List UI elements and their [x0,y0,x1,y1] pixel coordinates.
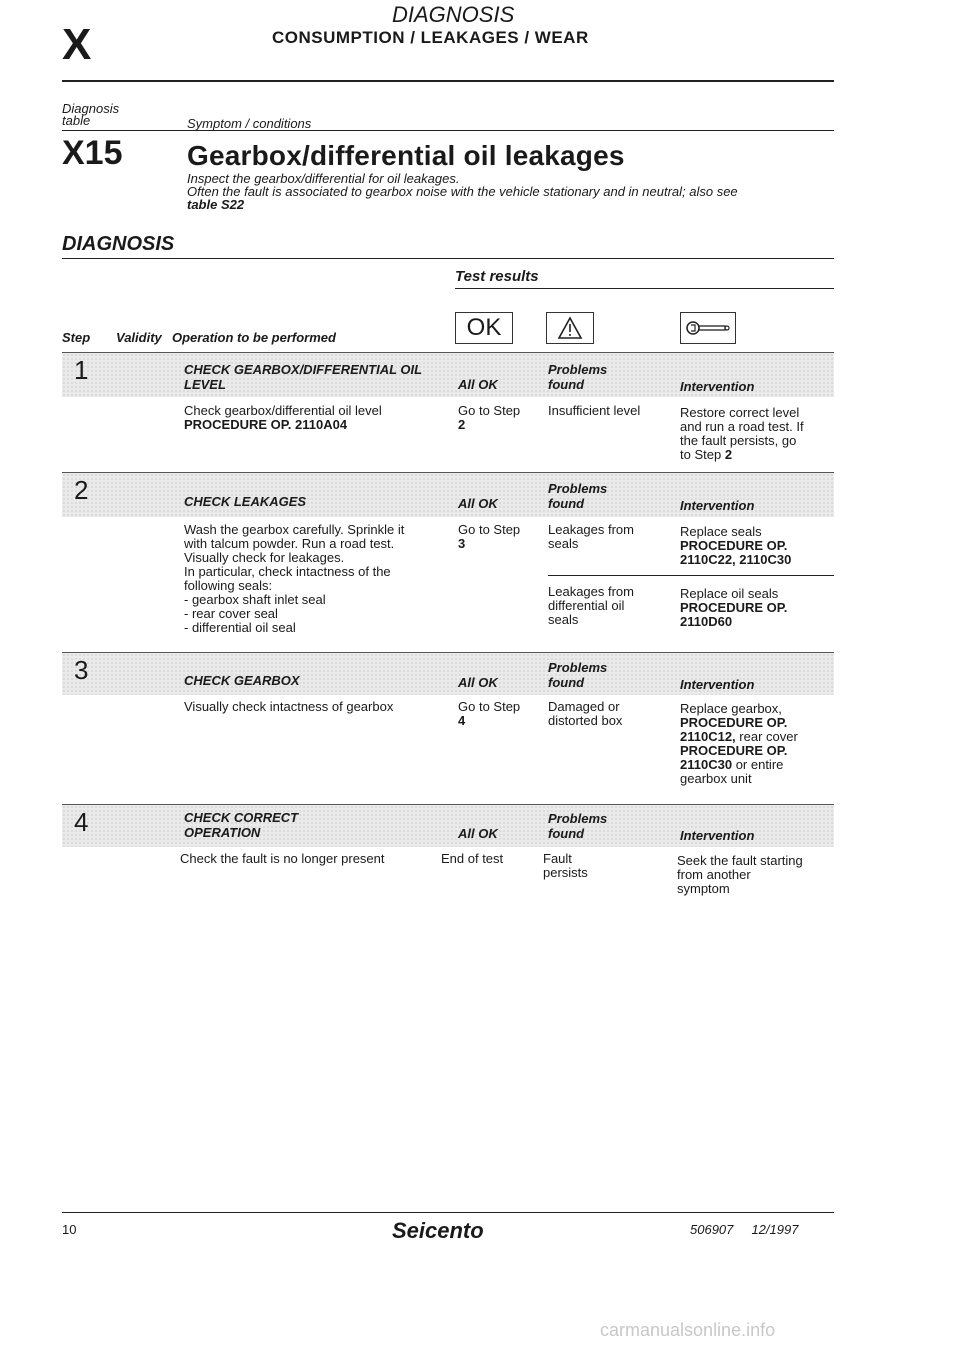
step-4-int-line1: Seek the fault starting [677,853,803,868]
document-code: 506907 12/1997 [690,1222,799,1237]
step-2-op-line8: - differential oil seal [184,620,296,635]
step-3-int-line5-text: or entire [735,757,784,772]
step-3-prob-line1: Damaged or [548,699,620,714]
table-label: table [62,113,91,128]
header-rule [62,80,834,82]
step-3-int-line5-code: 2110C30 [680,757,733,772]
step-2-operation [184,523,404,635]
step-2-heading: CHECK LEAKAGES [184,494,307,509]
step-2-op-line7: - rear cover seal [184,606,278,621]
step-4-problems [548,811,607,841]
step-1-operation [184,404,382,432]
step-2-ok-line1: Go to Step [458,522,521,537]
step-2-problems-line1: Problems [548,481,608,496]
step-2-problems-line2: found [548,496,585,511]
step-1-int-line3: the fault persists, go [680,433,797,448]
step-3-int-line1: Replace gearbox, [680,701,782,716]
step-2-intervention-a [680,525,791,567]
step-3-all-ok: All OK [458,675,498,690]
step-3-all-ok-result [458,700,520,728]
section-letter: X [62,20,91,69]
step-1-problems [548,362,607,392]
step-3-operation: Visually check intactness of gearbox [184,699,394,714]
step-4-all-ok-result: End of test [441,851,504,866]
step-4-problem [543,852,588,880]
step-1-op-line1: Check gearbox/differential oil level [184,403,382,418]
watermark: carmanualsonline.info [600,1320,776,1340]
step-2-prob-b-line1: Leakages from [548,584,634,599]
test-results-rule [455,288,834,289]
section-rule [62,258,834,259]
step-3-int-line3-code: 2110C12, [680,729,736,744]
wrench-icon [680,312,736,344]
step-1-int-line4-text: to Step [680,447,722,462]
step-1-heading-line1: CHECK GEARBOX/DIFFERENTIAL OIL [184,362,423,377]
col-step: Step [62,330,91,345]
col-operation: Operation to be performed [172,330,336,345]
step-2-all-ok-result [458,523,520,551]
page-title: Gearbox/differential oil leakages [187,140,625,171]
step-2-prob-b-line2: differential oil [548,598,625,613]
step-1-number: 1 [74,355,89,385]
step-1-ok-line2: 2 [458,417,466,432]
step-4-int-line3: symptom [677,881,730,896]
step-2-problems [548,481,607,511]
step-3-number: 3 [74,655,89,685]
step-3-ok-line2: 4 [458,713,466,728]
step-1-int-line2: and run a road test. If [680,419,804,434]
step-2-subdivider [548,575,834,576]
header-subtitle: CONSUMPTION / LEAKAGES / WEAR [272,28,589,47]
step-1-heading-line2: LEVEL [184,377,226,392]
step-2-all-ok: All OK [458,496,498,511]
step-4-problems-line1: Problems [548,811,608,826]
header-title: DIAGNOSIS [392,2,515,27]
step-2-int-b-line3: 2110D60 [680,614,733,629]
step-2-op-line5: following seals: [184,578,273,593]
step-4-intervention: Intervention [680,828,755,843]
step-2-prob-a-line1: Leakages from [548,522,634,537]
step-1-all-ok: All OK [458,377,498,392]
intro-line-2: Often the fault is associated to gearbox noise with the vehicle stationary and in neutral; also see [187,184,738,199]
step-2-ok-line2: 3 [458,536,466,551]
step-1-int-line1: Restore correct level [680,405,800,420]
step-4-number: 4 [74,807,89,837]
step-3-ok-line1: Go to Step [458,699,521,714]
step-1-all-ok-result [458,404,520,432]
step-1-problem: Insufficient level [548,403,641,418]
step-1-problems-line2: found [548,377,585,392]
symptom-label: Symptom / conditions [187,116,312,131]
step-4-prob-line1: Fault [543,851,572,866]
step-1-ok-line1: Go to Step [458,403,521,418]
step-1-heading [184,362,422,392]
step-1-problems-line1: Problems [548,362,608,377]
step-3-int-line6: gearbox unit [680,771,752,786]
step-2-int-a-line1: Replace seals [680,524,762,539]
step-4-operation: Check the fault is no longer present [180,851,385,866]
step-4-intervention-text [677,854,803,896]
step-4-int-line2: from another [677,867,751,882]
intro-reference: table S22 [187,197,245,212]
step-2-intervention-b [680,587,787,629]
step-2-prob-a-line2: seals [548,536,579,551]
step-3-problem [548,700,622,728]
intro-line-1: Inspect the gearbox/differential for oil leakages. [187,171,460,186]
step-3-problems-line2: found [548,675,585,690]
step-3-problems-line1: Problems [548,660,608,675]
label-rule [62,130,834,131]
intro-text [187,172,847,211]
step-4-all-ok: All OK [458,826,498,841]
step-2-intervention: Intervention [680,498,755,513]
step-2-op-line2: with talcum powder. Run a road test. [184,536,395,551]
step-1-intervention: Intervention [680,379,755,394]
footer-rule [62,1212,834,1213]
page-number: 10 [62,1222,77,1237]
step-4-problems-line2: found [548,826,585,841]
step-3-prob-line2: distorted box [548,713,623,728]
step-3-int-line3-text: rear cover [739,729,798,744]
step-4-heading-line1: CHECK CORRECT [184,810,299,825]
step-1-int-line4-ref: 2 [724,447,733,462]
step-2-op-line1: Wash the gearbox carefully. Sprinkle it [184,522,405,537]
step-2-op-line4: In particular, check intactness of the [184,564,391,579]
step-1-op-line2: PROCEDURE OP. 2110A04 [184,417,348,432]
step-1-intervention-text [680,406,804,462]
step-3-problems [548,660,607,690]
step-2-op-line3: Visually check for leakages. [184,550,345,565]
step-4-prob-line2: persists [543,865,588,880]
step-2-number: 2 [74,475,89,505]
step-2-problem-a [548,523,634,551]
diagnosis-label: Diagnosis [62,101,120,116]
warning-icon [546,312,594,344]
step-2-op-line6: - gearbox shaft inlet seal [184,592,326,607]
brand-logo: Seicento [392,1218,484,1243]
col-validity: Validity [116,330,162,345]
step-2-int-b-line1: Replace oil seals [680,586,779,601]
step-3-int-line2: PROCEDURE OP. [680,715,788,730]
step-1-int-line4 [680,448,804,462]
step-4-heading [184,810,298,840]
step-2-int-b-line2: PROCEDURE OP. [680,600,788,615]
ok-icon [455,312,513,344]
step-2-int-a-line3: 2110C22, 2110C30 [680,552,792,567]
step-2-int-a-line2: PROCEDURE OP. [680,538,788,553]
section-heading: DIAGNOSIS [62,233,175,255]
step-4-heading-line2: OPERATION [184,825,261,840]
step-2-problem-b [548,585,634,627]
step-3-int-line4: PROCEDURE OP. [680,743,788,758]
step-3-heading: CHECK GEARBOX [184,673,300,688]
step-2-prob-b-line3: seals [548,612,579,627]
table-code: X15 [62,134,123,172]
step-3-intervention-text [680,702,798,786]
test-results-heading: Test results [455,268,539,285]
step-3-intervention: Intervention [680,677,755,692]
ok-icon-label: OK [466,314,502,341]
